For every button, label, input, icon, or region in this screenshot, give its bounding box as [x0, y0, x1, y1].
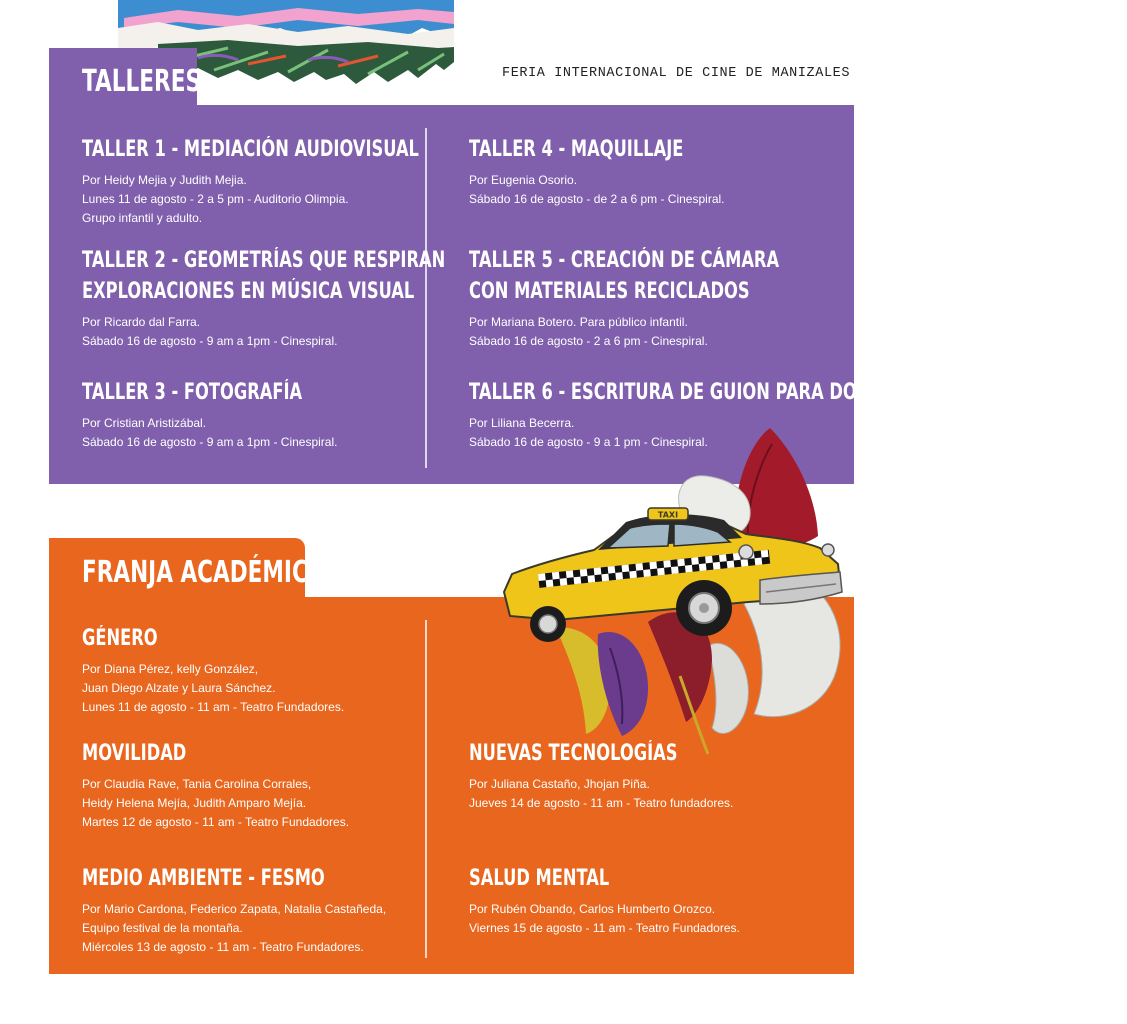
- item-detail: Sábado 16 de agosto - 2 a 6 pm - Cinespiral.: [469, 334, 708, 348]
- item-taller-4-maquillaje: [469, 134, 759, 209]
- item-medio-ambiente-fesmo: [82, 863, 410, 957]
- franja-title: FRANJA ACADÉMICA: [82, 555, 325, 590]
- item-title: GÉNERO: [82, 626, 158, 651]
- item-detail: Heidy Helena Mejía, Judith Amparo Mejía.: [82, 796, 307, 810]
- item-movilidad: [82, 738, 349, 832]
- item-title: NUEVAS TECNOLOGÍAS: [469, 741, 678, 766]
- item-genero: [82, 623, 344, 717]
- item-detail: Por Rubén Obando, Carlos Humberto Orozco.: [469, 902, 716, 916]
- item-title: MEDIO AMBIENTE - FESMO: [82, 866, 325, 891]
- item-title: CON MATERIALES RECICLADOS: [469, 279, 750, 304]
- item-detail: Grupo infantil y adulto.: [82, 211, 203, 225]
- item-detail: Por Diana Pérez, kelly González,: [82, 662, 259, 676]
- item-detail: Jueves 14 de agosto - 11 am - Teatro fundadores.: [469, 796, 734, 810]
- item-taller-5-creacion-de-camara: [469, 245, 888, 351]
- item-title: SALUD MENTAL: [469, 866, 610, 891]
- item-detail: Por Ricardo dal Farra.: [82, 315, 201, 329]
- item-title: MOVILIDAD: [82, 741, 187, 766]
- item-detail: Martes 12 de agosto - 11 am - Teatro Fundadores.: [82, 815, 350, 829]
- item-detail: Lunes 11 de agosto - 2 a 5 pm - Auditorio Olimpia.: [82, 192, 349, 206]
- item-detail: Sábado 16 de agosto - 9 am a 1pm - Cinespiral.: [82, 435, 338, 449]
- item-detail: Por Mario Cardona, Federico Zapata, Natalia Castañeda,: [82, 902, 387, 916]
- item-detail: Por Eugenia Osorio.: [469, 173, 578, 187]
- taxi-sign-label: TAXI: [657, 510, 679, 520]
- item-title: EXPLORACIONES EN MÚSICA VISUAL: [82, 279, 415, 304]
- item-detail: Por Claudia Rave, Tania Carolina Corrales,: [82, 777, 312, 791]
- item-title: TALLER 4 - MAQUILLAJE: [469, 137, 684, 162]
- item-title: TALLER 2 - GEOMETRÍAS QUE RESPIRAN: [82, 248, 446, 273]
- festival-name: FERIA INTERNACIONAL DE CINE DE MANIZALES: [502, 66, 851, 81]
- item-detail: Por Mariana Botero. Para público infantil.: [469, 315, 688, 329]
- taxi-flower-collage: [498, 424, 850, 756]
- item-detail: Por Juliana Castaño, Jhojan Piña.: [469, 777, 650, 791]
- item-detail: Sábado 16 de agosto - de 2 a 6 pm - Cinespiral.: [469, 192, 725, 206]
- item-title: TALLER 1 - MEDIACIÓN AUDIOVISUAL: [82, 137, 419, 162]
- franja-divider: [425, 620, 427, 958]
- item-title: TALLER 5 - CREACIÓN DE CÁMARA: [469, 248, 780, 273]
- item-detail: Sábado 16 de agosto - 9 a 1 pm - Cinespiral.: [469, 435, 708, 449]
- item-detail: Por Cristian Aristizábal.: [82, 416, 207, 430]
- item-taller-3-fotografia: [82, 377, 379, 452]
- item-detail: Por Liliana Becerra.: [469, 416, 575, 430]
- item-detail: Miércoles 13 de agosto - 11 am - Teatro Fundadores.: [82, 940, 364, 954]
- item-detail: Por Heidy Mejia y Judith Mejia.: [82, 173, 247, 187]
- item-title: TALLER 6 - ESCRITURA DE GUION PARA DOCUMENTAL: [469, 380, 956, 405]
- item-detail: Juan Diego Alzate y Laura Sánchez.: [82, 681, 276, 695]
- item-detail: Sábado 16 de agosto - 9 am a 1pm - Cinespiral.: [82, 334, 338, 348]
- item-detail: Viernes 15 de agosto - 11 am - Teatro Fundadores.: [469, 921, 740, 935]
- item-title: TALLER 3 - FOTOGRAFÍA: [82, 380, 303, 405]
- item-salud-mental: [469, 863, 740, 938]
- talleres-title: TALLERES: [82, 64, 202, 99]
- item-detail: Equipo festival de la montaña.: [82, 921, 243, 935]
- item-detail: Lunes 11 de agosto - 11 am - Teatro Fundadores.: [82, 700, 345, 714]
